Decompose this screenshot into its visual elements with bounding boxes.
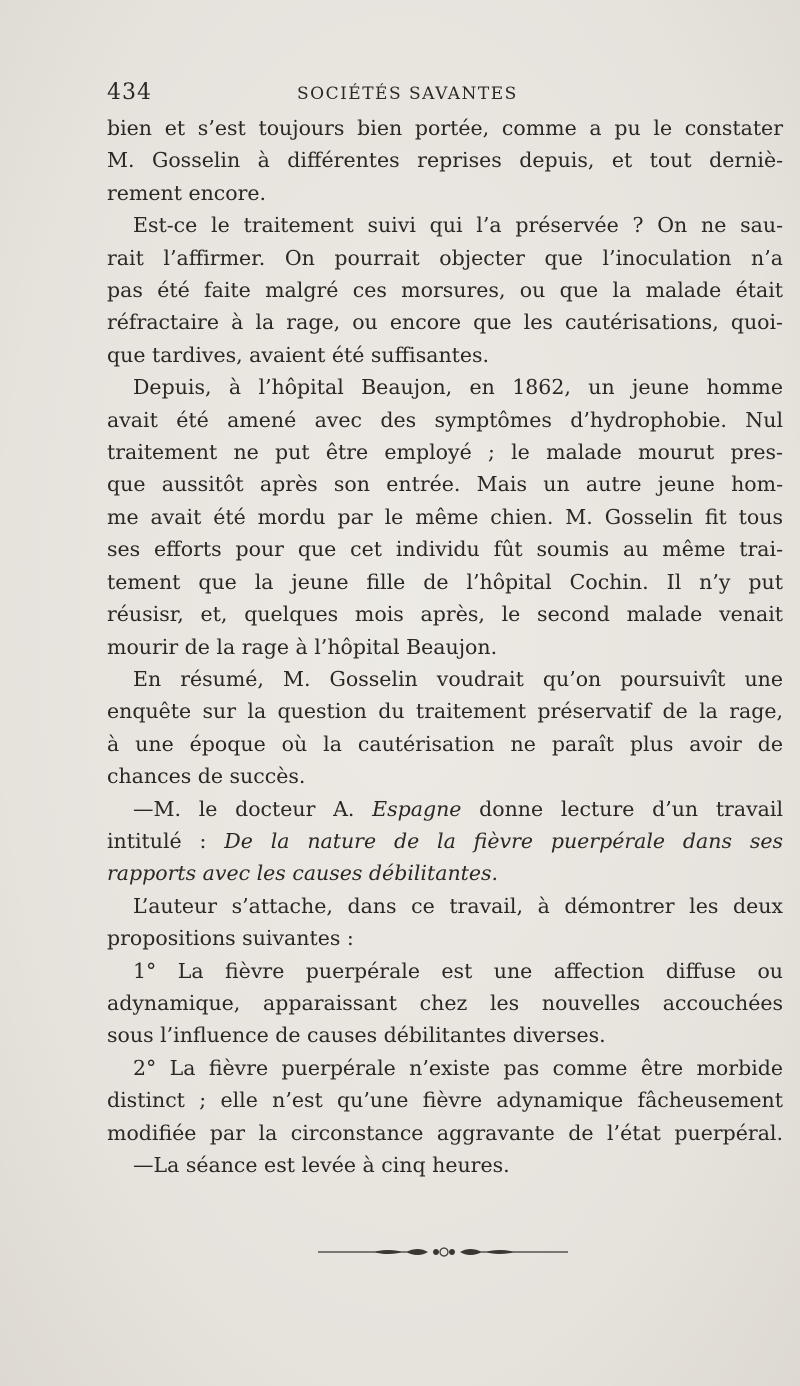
text-line bbox=[107, 857, 783, 889]
text-line: me avait été mordu par le même chien. M. Gosselin fit tous bbox=[107, 504, 783, 529]
author-name: Espagne bbox=[372, 796, 462, 821]
text-line: adynamique, apparaissant chez les nouvelles accouchées bbox=[107, 990, 783, 1015]
text-line: propositions suivantes : bbox=[107, 926, 354, 951]
page-header bbox=[107, 80, 707, 110]
text-line: enquête sur la question du traitement préservatif de la rage, bbox=[107, 699, 783, 724]
text-line: L’auteur s’attache, dans ce travail, à démontrer les deux bbox=[133, 893, 783, 918]
text-line: avait été amené avec des symptômes d’hydrophobie. Nul bbox=[107, 407, 783, 432]
text-line: que tardives, avaient été suffisantes. bbox=[107, 342, 490, 367]
page-body bbox=[107, 112, 783, 1181]
text-line: tement que la jeune fille de l’hôpital Cochin. Il n’y put bbox=[107, 569, 783, 594]
text-line: Depuis, à l’hôpital Beaujon, en 1862, un jeune homme bbox=[133, 375, 783, 400]
text-fragment: donne lecture d’un travail bbox=[461, 796, 783, 821]
text-line bbox=[107, 825, 783, 857]
text-line: à une époque où la cautérisation ne paraît plus avoir de bbox=[107, 731, 783, 756]
text-line: Est-ce le traitement suivi qui l’a préservée ? On ne sau- bbox=[133, 213, 783, 238]
text-line: ses efforts pour que cet individu fût soumis au même trai- bbox=[107, 537, 783, 562]
text-line: 1° La fièvre puerpérale est une affection diffuse ou bbox=[133, 958, 783, 983]
section-end-ornament-icon bbox=[318, 1245, 568, 1259]
work-title-continued: rapports avec les causes débilitantes. bbox=[107, 861, 499, 886]
text-line: 2° La fièvre puerpérale n’existe pas comme être morbide bbox=[133, 1055, 783, 1080]
text-line: traitement ne put être employé ; le malade mourut pres- bbox=[107, 440, 783, 465]
text-line: M. Gosselin à différentes reprises depuis, et tout derniè- bbox=[107, 148, 783, 173]
text-line: réusisr, et, quelques mois après, le second malade venait bbox=[107, 602, 783, 627]
running-head: SOCIÉTÉS SAVANTES bbox=[297, 84, 518, 104]
text-line bbox=[107, 793, 783, 825]
page-number: 434 bbox=[107, 80, 152, 105]
text-line: rement encore. bbox=[107, 180, 267, 205]
text-line: chances de succès. bbox=[107, 764, 306, 789]
text-line: sous l’influence de causes débilitantes diverses. bbox=[107, 1023, 606, 1048]
work-title: De la nature de la fièvre puerpérale dans ses bbox=[224, 828, 783, 853]
text-fragment: intitulé : bbox=[107, 828, 225, 853]
text-line: réfractaire à la rage, ou encore que les cautérisations, quoi- bbox=[107, 310, 783, 335]
text-line: —La séance est levée à cinq heures. bbox=[133, 1153, 510, 1177]
text-fragment: —M. le docteur A. bbox=[133, 796, 373, 821]
text-line: pas été faite malgré ces morsures, ou que la malade était bbox=[107, 278, 783, 303]
text-line: bien et s’est toujours bien portée, comme a pu le constater bbox=[107, 116, 783, 140]
text-line: que aussitôt après son entrée. Mais un autre jeune hom- bbox=[107, 472, 783, 497]
text-line: mourir de la rage à l’hôpital Beaujon. bbox=[107, 634, 498, 659]
text-line: rait l’affirmer. On pourrait objecter que l’inoculation n’a bbox=[107, 245, 783, 270]
text-line: modifiée par la circonstance aggravante de l’état puerpéral. bbox=[107, 1120, 783, 1145]
text-line: distinct ; elle n’est qu’une fièvre adynamique fâcheusement bbox=[107, 1088, 783, 1113]
text-line: En résumé, M. Gosselin voudrait qu’on poursuivît une bbox=[133, 666, 783, 691]
